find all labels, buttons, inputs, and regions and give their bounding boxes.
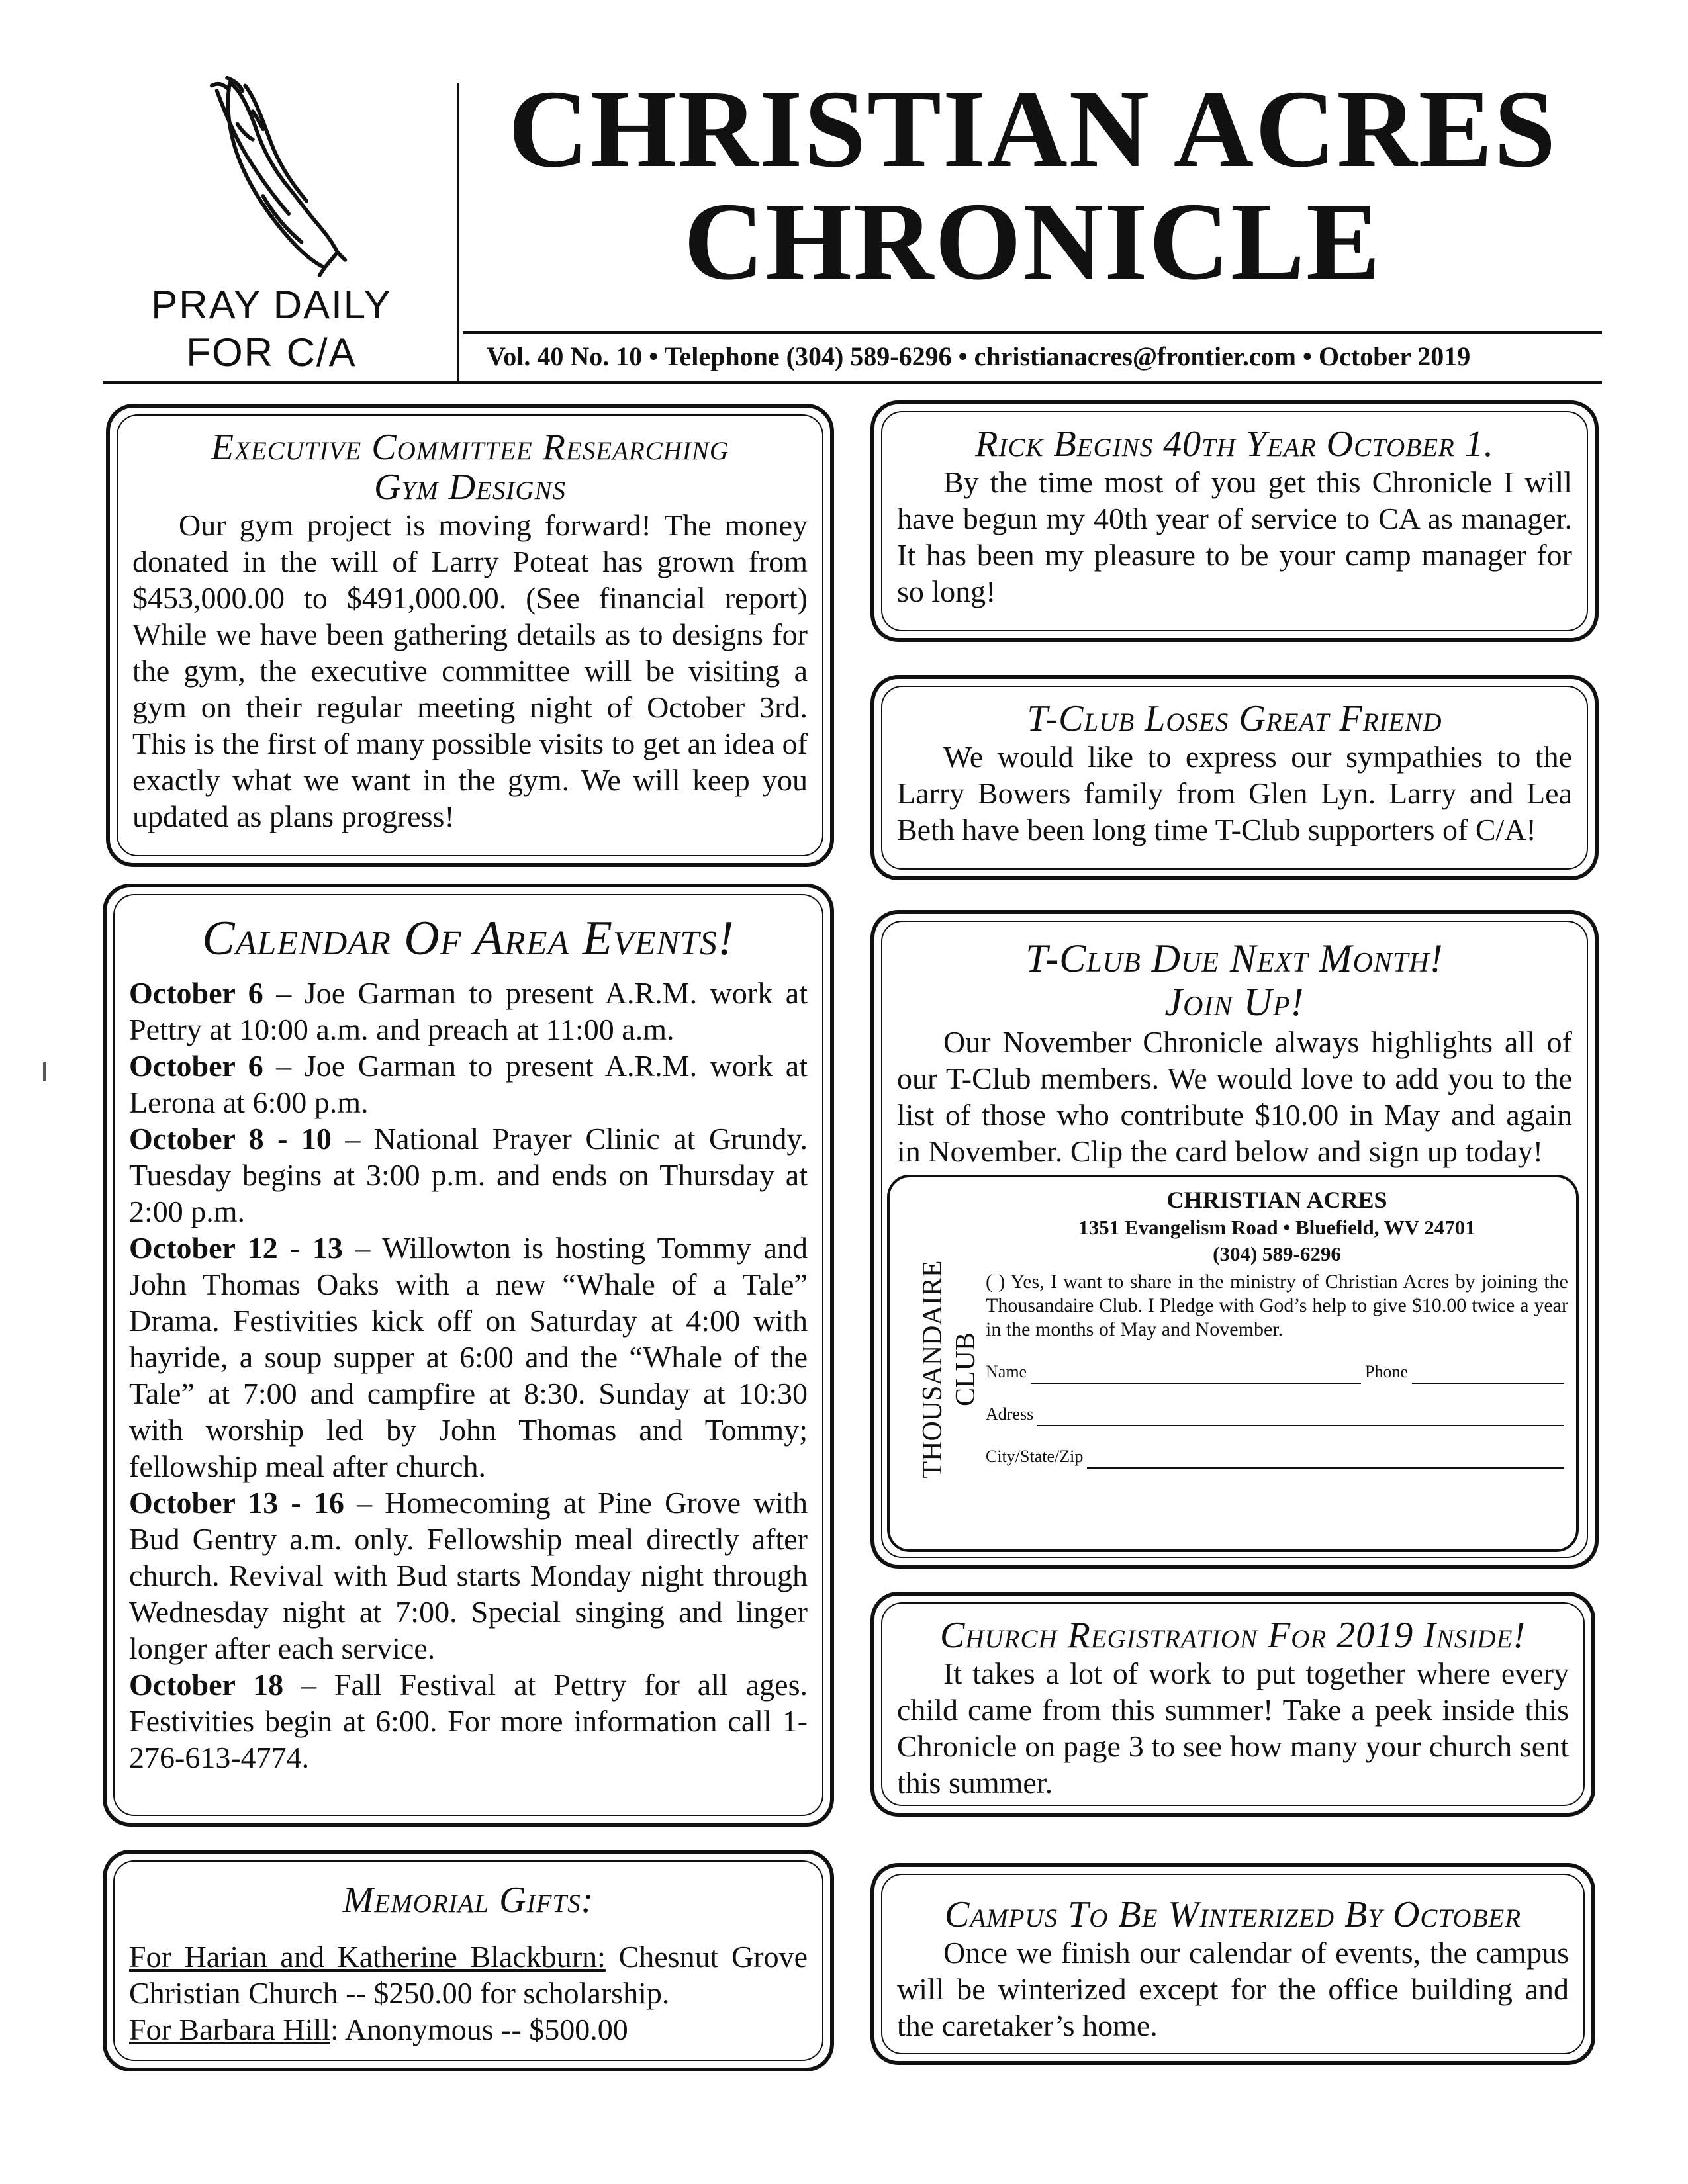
article-calendar (103, 884, 834, 1827)
article-body: It takes a lot of work to put together where every child came from this summer! Take a peek inside this Chronicle on page 3 to see how many your church sent this summer. (897, 1657, 1569, 1799)
name-field[interactable] (1031, 1368, 1361, 1384)
memorial-gift (129, 1938, 808, 2011)
memorial-heading: Memorial Gifts: (342, 1880, 594, 1921)
article-body: Our November Chronicle always highlights all of our T-Club members. We would love to add you to the list of those who contribute $10.00 in May and again in November. Clip the card below and sign up today! (897, 1025, 1572, 1168)
article-campus-winterized (870, 1863, 1595, 2065)
card-title: CHRISTIAN ACRES (1166, 1187, 1387, 1213)
gift-recipient: For Barbara Hill (129, 2013, 331, 2046)
calendar-events (129, 975, 808, 1776)
article-rick-40th-year (870, 400, 1599, 642)
name-label: Name (986, 1362, 1027, 1381)
event-date: October 12 - 13 (129, 1231, 343, 1265)
calendar-event (129, 1120, 808, 1230)
card-body (986, 1185, 1568, 1469)
pray-line-1: PRAY DAILY (151, 283, 392, 327)
calendar-event (129, 1048, 808, 1120)
article-tclub-friend (870, 675, 1599, 880)
email: christianacres@frontier.com (974, 341, 1296, 371)
event-date: October 6 (129, 1049, 263, 1083)
address-field[interactable] (1037, 1410, 1564, 1426)
gift-recipient: For Harian and Katherine Blackburn: (129, 1940, 606, 1974)
praying-hands-icon (199, 73, 384, 278)
article-body: Once we finish our calendar of events, the campus will be winterized except for the office building and the caretaker’s home. (897, 1936, 1569, 2042)
telephone: Telephone (304) 589-6296 (664, 341, 952, 371)
side-line-2: CLUB (951, 1332, 981, 1407)
article-heading: T-Club Loses Great Friend (1027, 698, 1442, 739)
issue-info-line: Vol. 40 No. 10 • Telephone (304) 589-6296 • christianacres@frontier.com • October 2019 (487, 341, 1471, 371)
thousandaire-signup-card (887, 1175, 1579, 1552)
city-field[interactable] (1087, 1453, 1564, 1469)
event-date: October 8 - 10 (129, 1122, 332, 1156)
issue-date: October 2019 (1319, 341, 1471, 371)
newsletter-title (463, 68, 1602, 303)
event-date: October 18 (129, 1668, 284, 1702)
event-text: – National Prayer Clinic at Grundy. Tuesday begins at 3:00 p.m. and ends on Thursday at 2:00 p.m. (129, 1122, 808, 1228)
pray-line-2: FOR C/A (186, 330, 357, 375)
article-heading: Campus To Be Winterized By October (944, 1894, 1522, 1935)
masthead-bottom-rule (103, 381, 1602, 384)
card-address: 1351 Evangelism Road • Bluefield, WV 24701 (1078, 1216, 1476, 1239)
masthead-rule (463, 331, 1602, 334)
heading-line-1: Executive Committee Researching (211, 427, 729, 468)
article-heading: Rick Begins 40th Year October 1. (975, 424, 1494, 465)
masthead-divider (457, 83, 459, 381)
card-city-row (986, 1445, 1568, 1469)
pray-daily-logo (93, 73, 450, 384)
event-text: – Joe Garman to present A.R.M. work at Lerona at 6:00 p.m. (129, 1049, 808, 1119)
heading-line-2: Gym Designs (373, 467, 567, 508)
article-heading (132, 428, 808, 507)
calendar-heading: Calendar Of Area Events! (202, 911, 735, 966)
title-line-1: CHRISTIAN ACRES (508, 68, 1558, 191)
article-church-registration (870, 1592, 1595, 1817)
calendar-event (129, 1484, 808, 1666)
event-text: – Joe Garman to present A.R.M. work at Pettry at 10:00 a.m. and preach at 11:00 a.m. (129, 976, 808, 1046)
card-address-row (986, 1402, 1568, 1426)
event-text: – Willowton is hosting Tommy and John Thomas Oaks with a new “Whale of a Tale” Drama. Festivities kick off on Saturday at 4:00 with hayride, a soup supper at 6:00 and the “Whale of the Tale” at 7:00 and campfire at 8:30. Sunday at 10:30 with worship led by John Thomas and Tommy; fellowship meal after church. (129, 1231, 808, 1483)
card-name-phone-row (986, 1360, 1568, 1384)
article-memorial-gifts (103, 1850, 834, 2071)
article-heading (897, 936, 1572, 1024)
gift-detail: : Anonymous -- $500.00 (330, 2013, 628, 2046)
city-label: City/State/Zip (986, 1447, 1084, 1466)
event-date: October 6 (129, 976, 263, 1010)
title-line-2: CHRONICLE (683, 180, 1382, 303)
heading-line-1: T-Club Due Next Month! (1025, 936, 1444, 980)
side-line-1: THOUSANDAIRE (917, 1260, 948, 1479)
address-label: Adress (986, 1404, 1034, 1424)
calendar-event (129, 975, 808, 1048)
article-body: We would like to express our sympathies to the Larry Bowers family from Glen Lyn. Larry and Lea Beth have been long time T-Club supporters of C/A! (897, 740, 1572, 846)
card-phone: (304) 589-6296 (1213, 1242, 1341, 1265)
event-text: – Homecoming at Pine Grove with Bud Gentry a.m. only. Fellowship meal directly after church. Revival with Bud starts Monday night through Wednesday night at 7:00. Special singing and linger longer after each service. (129, 1486, 808, 1665)
calendar-event (129, 1230, 808, 1484)
volume-number: Vol. 40 No. 10 (487, 341, 643, 371)
heading-line-2: Join Up! (1164, 980, 1305, 1024)
article-heading: Church Registration For 2019 Inside! (939, 1615, 1526, 1656)
event-date: October 13 - 16 (129, 1486, 344, 1520)
gift-detail: Chesnut Grove Christian Church -- $250.00 for scholarship. (129, 1940, 808, 2010)
article-body: By the time most of you get this Chronicle I will have begun my 40th year of service to CA as manager. It has been my pleasure to be your camp manager for so long! (897, 465, 1572, 608)
scan-mark (43, 1062, 46, 1081)
phone-label: Phone (1365, 1362, 1408, 1381)
article-gym-designs (106, 404, 834, 867)
pray-daily-text (93, 281, 450, 377)
article-body: Our gym project is moving forward! The money donated in the will of Larry Poteat has grown from $453,000.00 to $491,000.00. (See financial report) While we have been gathering details as to designs for the gym, the executive committee will be visiting a gym on their regular meeting night of October 3rd. This is the first of many possible visits to get an idea of exactly what we want in the gym. We will keep you updated as plans progress! (132, 508, 808, 833)
memorial-gift (129, 2011, 808, 2048)
card-pledge: ( ) Yes, I want to share in the ministry of Christian Acres by joining the Thousandaire Club. I Pledge with God’s help to give $10.00 twice a year in the months of May and November. (986, 1271, 1568, 1340)
event-text: – Fall Festival at Pettry for all ages. Festivities begin at 6:00. For more information call 1-276-613-4774. (129, 1668, 808, 1774)
phone-field[interactable] (1412, 1368, 1564, 1384)
card-side-text (916, 1261, 982, 1479)
calendar-event (129, 1666, 808, 1776)
